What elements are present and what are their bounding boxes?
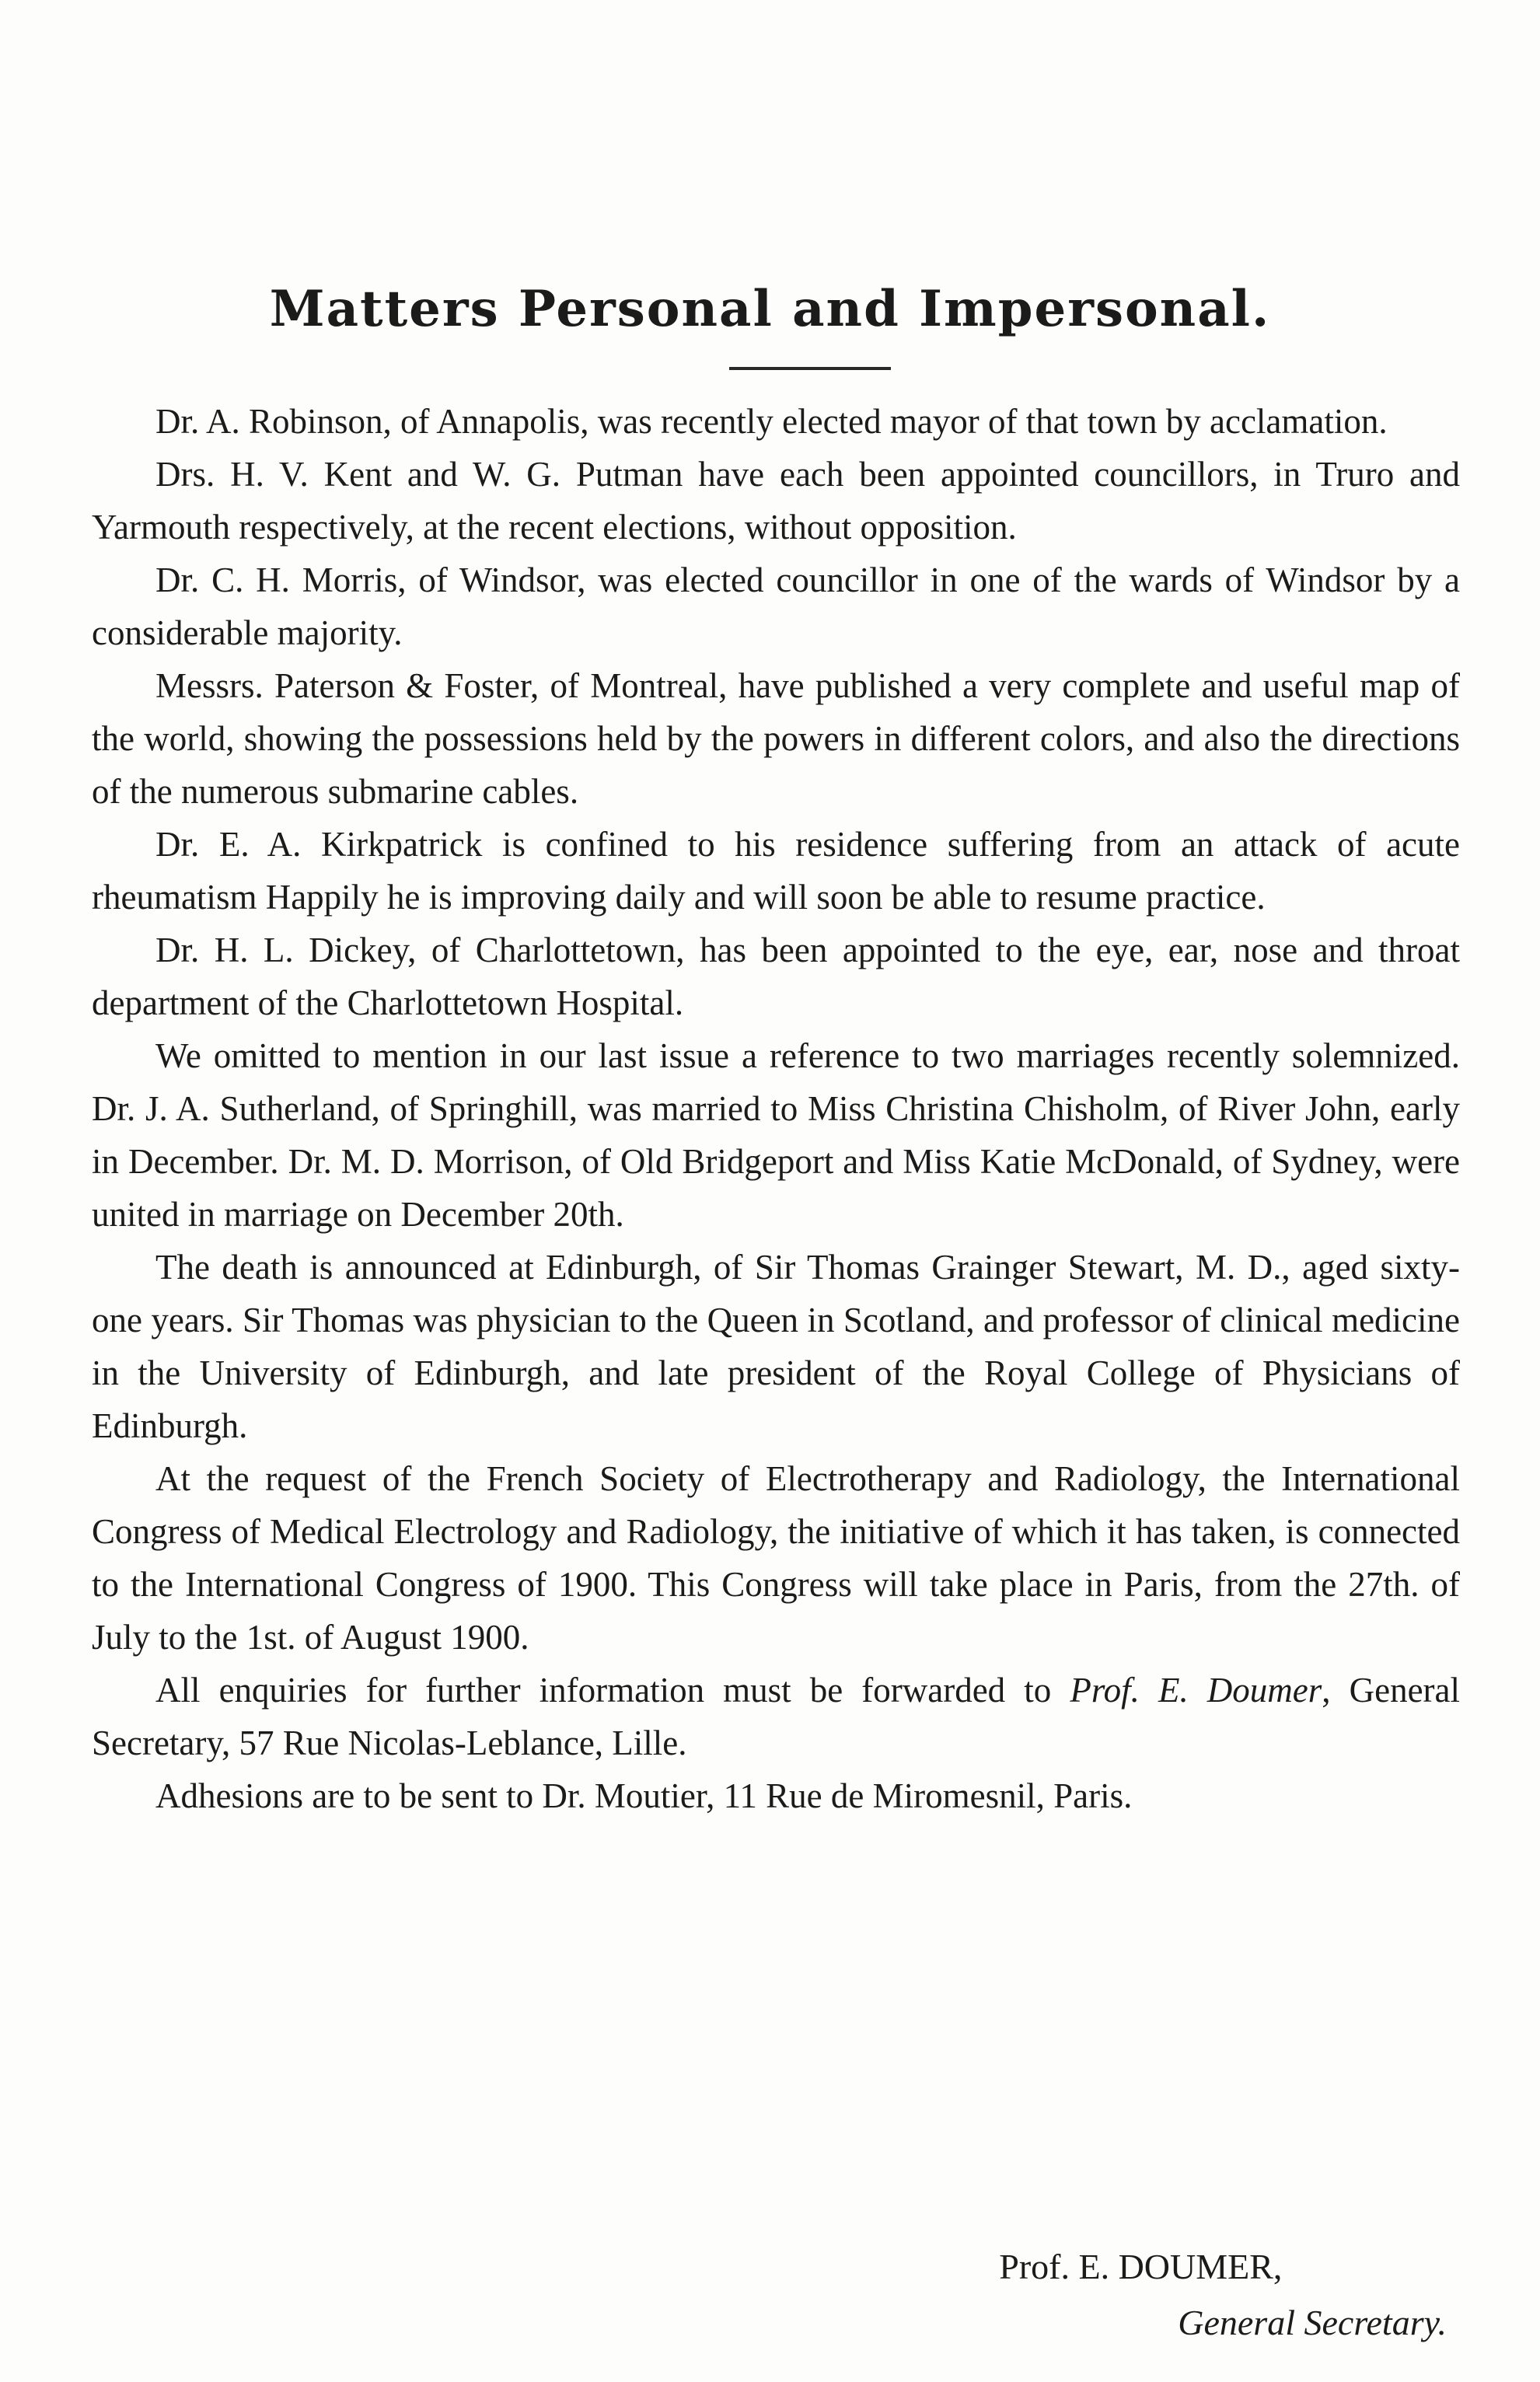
signature-block bbox=[999, 2239, 1447, 2351]
paragraph: Dr. E. A. Kirkpatrick is confined to his residence suffering from an attack of acute rheumatism Happily he is improving daily and will soon be able to resume practice. bbox=[92, 825, 1460, 917]
paragraph: Dr. C. H. Morris, of Windsor, was elected councillor in one of the wards of Windsor by a considerable majority. bbox=[92, 561, 1460, 652]
paragraph: Dr. A. Robinson, of Annapolis, was recently elected mayor of that town by acclamation. bbox=[155, 402, 1388, 441]
paragraph: Adhesions are to be sent to Dr. Moutier, 11 Rue de Miromesnil, Paris. bbox=[155, 1776, 1133, 1815]
signature-name: Prof. E. DOUMER, bbox=[999, 2247, 1283, 2286]
title-rule bbox=[729, 367, 891, 370]
paragraph: Dr. H. L. Dickey, of Charlottetown, has been appointed to the eye, ear, nose and throat department of the Charlottetown Hospital. bbox=[92, 931, 1460, 1022]
document-body bbox=[92, 395, 1460, 1822]
paragraph-italic: Prof. E. Doumer bbox=[1070, 1671, 1322, 1710]
paragraph: The death is announced at Edinburgh, of Sir Thomas Grainger Stewart, M. D., aged sixty-one years. Sir Thomas was physician to the Queen in Scotland, and professor of clinical medicine in the University of Edinburgh, and late president of the Royal College of Physicians of Edinburgh. bbox=[92, 1248, 1460, 1445]
paragraph bbox=[92, 1664, 1460, 1769]
paragraph: Messrs. Paterson & Foster, of Montreal, have published a very complete and useful map of the world, showing the possessions held by the powers in different colors, and also the directions of the numerous submarine cables. bbox=[92, 666, 1460, 811]
paragraph: We omitted to mention in our last issue a reference to two marriages recently solemnized. Dr. J. A. Sutherland, of Springhill, was married to Miss Christina Chisholm, of River John, early in December. Dr. M. D. Morrison, of Old Bridgeport and Miss Katie McDonald, of Sydney, were united in marriage on December 20th. bbox=[92, 1036, 1460, 1234]
paragraph: Drs. H. V. Kent and W. G. Putman have each been appointed councillors, in Truro and Yarmouth respectively, at the recent elections, without opposition. bbox=[92, 455, 1460, 547]
page-title: Matters Personal and Impersonal. bbox=[269, 280, 1271, 338]
paragraph: At the request of the French Society of Electrotherapy and Radiology, the International Congress of Medical Electrology and Radiology, the initiative of which it has taken, is connected to the International Congress of 1900. This Congress will take place in Paris, from the 27th. of July to the 1st. of August 1900. bbox=[92, 1459, 1460, 1657]
signature-title: General Secretary. bbox=[1178, 2303, 1447, 2342]
paragraph-text: , General Secretary, 57 Rue Nicolas-Leblance, Lille. bbox=[92, 1671, 1461, 1762]
paragraph-text: All enquiries for further information must be forwarded to bbox=[155, 1671, 1070, 1710]
